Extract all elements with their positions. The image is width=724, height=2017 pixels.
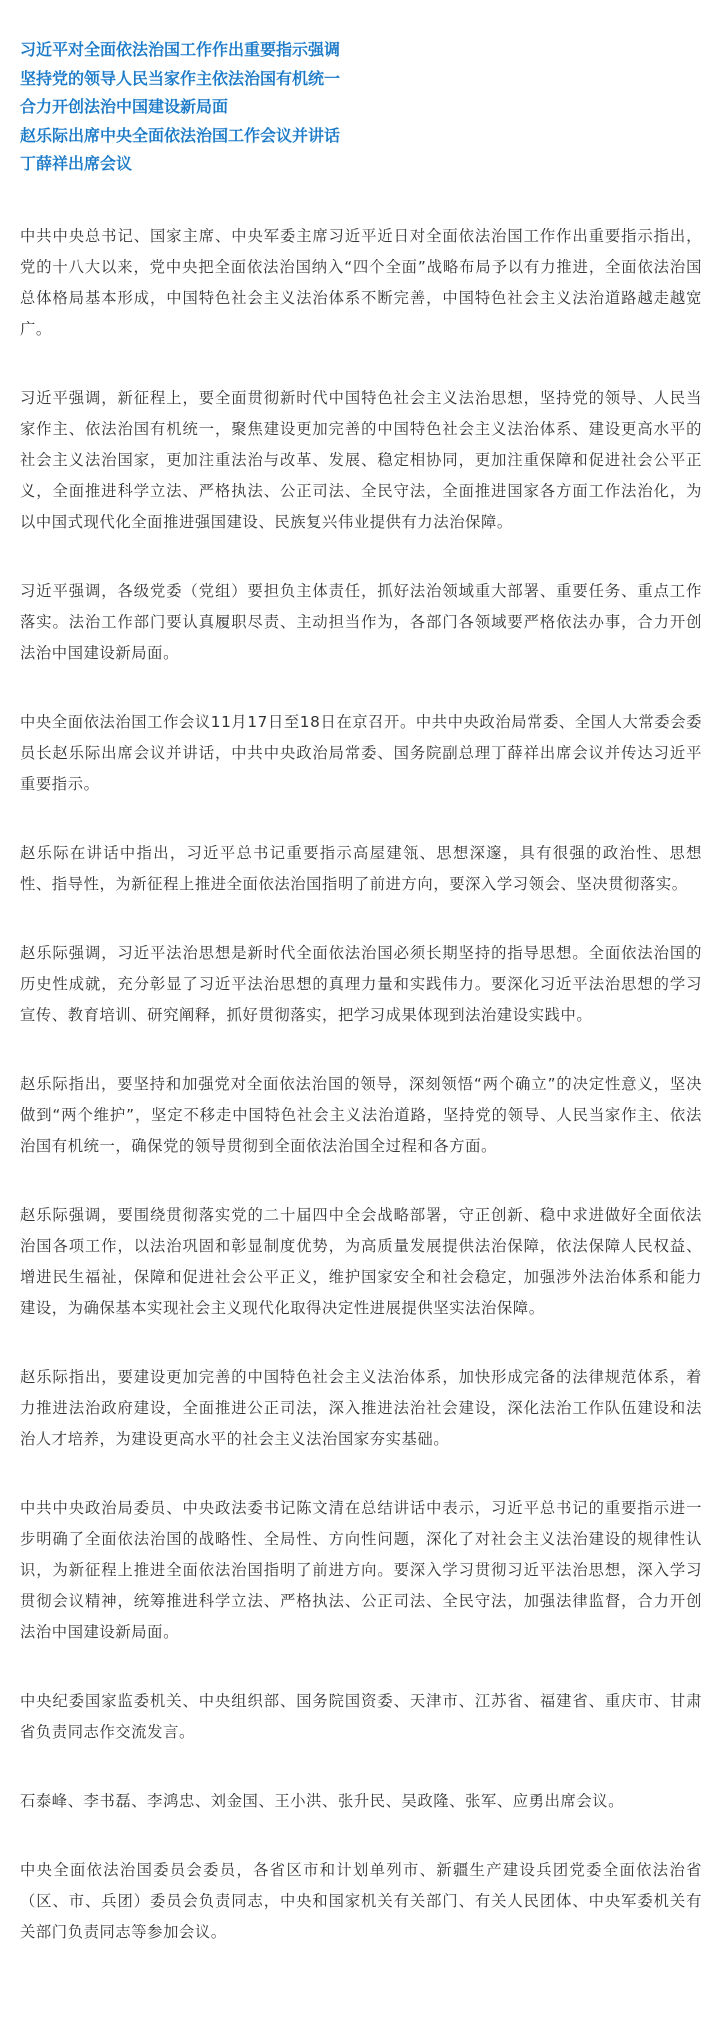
headline-line-5: 丁薛祥出席会议 [20,154,133,173]
headline-line-1: 习近平对全面依法治国工作作出重要指示强调 [20,40,341,59]
paragraph-10: 中共中央政治局委员、中央政法委书记陈文清在总结讲话中表示，习近平总书记的重要指示进一步明确了全面依法治国的战略性、全局性、方向性问题，深化了对社会主义法治建设的规律性认识，为新征程上推进全面依法治国指明了前进方向。要深入学习贯彻习近平法治思想，深入学习贯彻会议精神，统筹推进科学立法、严格执法、公正司法、全民守法，加强法律监督，合力开创法治中国建设新局面。 [20,1498,702,1641]
paragraph-3: 习近平强调，各级党委（党组）要担负主体责任，抓好法治领域重大部署、重要任务、重点工作落实。法治工作部门要认真履职尽责、主动担当作为，各部门各领域要严格依法办事，合力开创法治中国建设新局面。 [20,581,702,662]
paragraph-2: 习近平强调，新征程上，要全面贯彻新时代中国特色社会主义法治思想，坚持党的领导、人民当家作主、依法治国有机统一，聚焦建设更加完善的中国特色社会主义法治体系、建设更高水平的社会主义法治国家，更加注重法治与改革、发展、稳定相协同，更加注重保障和促进社会公平正义，全面推进科学立法、严格执法、公正司法、全民守法，全面推进国家各方面工作法治化，为以中国式现代化全面推进强国建设、民族复兴伟业提供有力法治保障。 [20,388,702,531]
paragraph-1: 中共中央总书记、国家主席、中央军委主席习近平近日对全面依法治国工作作出重要指示指出，党的十八大以来，党中央把全面依法治国纳入“四个全面”战略布局予以有力推进，全面依法治国总体格局基本形成，中国特色社会主义法治体系不断完善，中国特色社会主义法治道路越走越宽广。 [20,226,702,338]
paragraph-13: 中央全面依法治国委员会委员，各省区市和计划单列市、新疆生产建设兵团党委全面依法治省（区、市、兵团）委员会负责同志，中央和国家机关有关部门、有关人民团体、中央军委机关有关部门负责同志等参加会议。 [20,1860,702,1941]
paragraph-7: 赵乐际指出，要坚持和加强党对全面依法治国的领导，深刻领悟“两个确立”的决定性意义，坚决做到“两个维护”，坚定不移走中国特色社会主义法治道路，坚持党的领导、人民当家作主、依法治国有机统一，确保党的领导贯彻到全面依法治国全过程和各方面。 [20,1074,702,1155]
paragraph-12: 石泰峰、李书磊、李鸿忠、刘金国、王小洪、张升民、吴政隆、张军、应勇出席会议。 [20,1791,625,1810]
headline-line-4: 赵乐际出席中央全面依法治国工作会议并讲话 [20,125,341,145]
paragraph-8: 赵乐际强调，要围绕贯彻落实党的二十届四中全会战略部署，守正创新、稳中求进做好全面依法治国各项工作，以法治巩固和彰显制度优势，为高质量发展提供法治保障，依法保障人民权益、增进民生福祉，保障和促进社会公平正义，维护国家安全和社会稳定，加强涉外法治体系和能力建设，为确保基本实现社会主义现代化取得决定性进展提供坚实法治保障。 [20,1205,702,1317]
headline-line-2: 坚持党的领导人民当家作主依法治国有机统一 [20,68,341,88]
headline-block [20,36,702,179]
paragraph-6: 赵乐际强调，习近平法治思想是新时代全面依法治国必须长期坚持的指导思想。全面依法治国的历史性成就，充分彰显了习近平法治思想的真理力量和实践伟力。要深化习近平法治思想的学习宣传、教育培训、研究阐释，抓好贯彻落实，把学习成果体现到法治建设实践中。 [20,943,702,1024]
paragraph-9: 赵乐际指出，要建设更加完善的中国特色社会主义法治体系，加快形成完备的法律规范体系，着力推进法治政府建设，全面推进公正司法，深入推进法治社会建设，深化法治工作队伍建设和法治人才培养，为建设更高水平的社会主义法治国家夯实基础。 [20,1367,702,1448]
paragraph-4: 中央全面依法治国工作会议11月17日至18日在京召开。中共中央政治局常委、全国人大常委会委员长赵乐际出席会议并讲话，中共中央政治局常委、国务院副总理丁薛祥出席会议并传达习近平重要指示。 [20,712,702,793]
headline-line-3: 合力开创法治中国建设新局面 [20,97,229,116]
article-body [20,221,702,1948]
paragraph-11: 中央纪委国家监委机关、中央组织部、国务院国资委、天津市、江苏省、福建省、重庆市、甘肃省负责同志作交流发言。 [20,1691,702,1741]
paragraph-5: 赵乐际在讲话中指出，习近平总书记重要指示高屋建瓴、思想深邃，具有很强的政治性、思想性、指导性，为新征程上推进全面依法治国指明了前进方向，要深入学习领会、坚决贯彻落实。 [20,843,702,893]
